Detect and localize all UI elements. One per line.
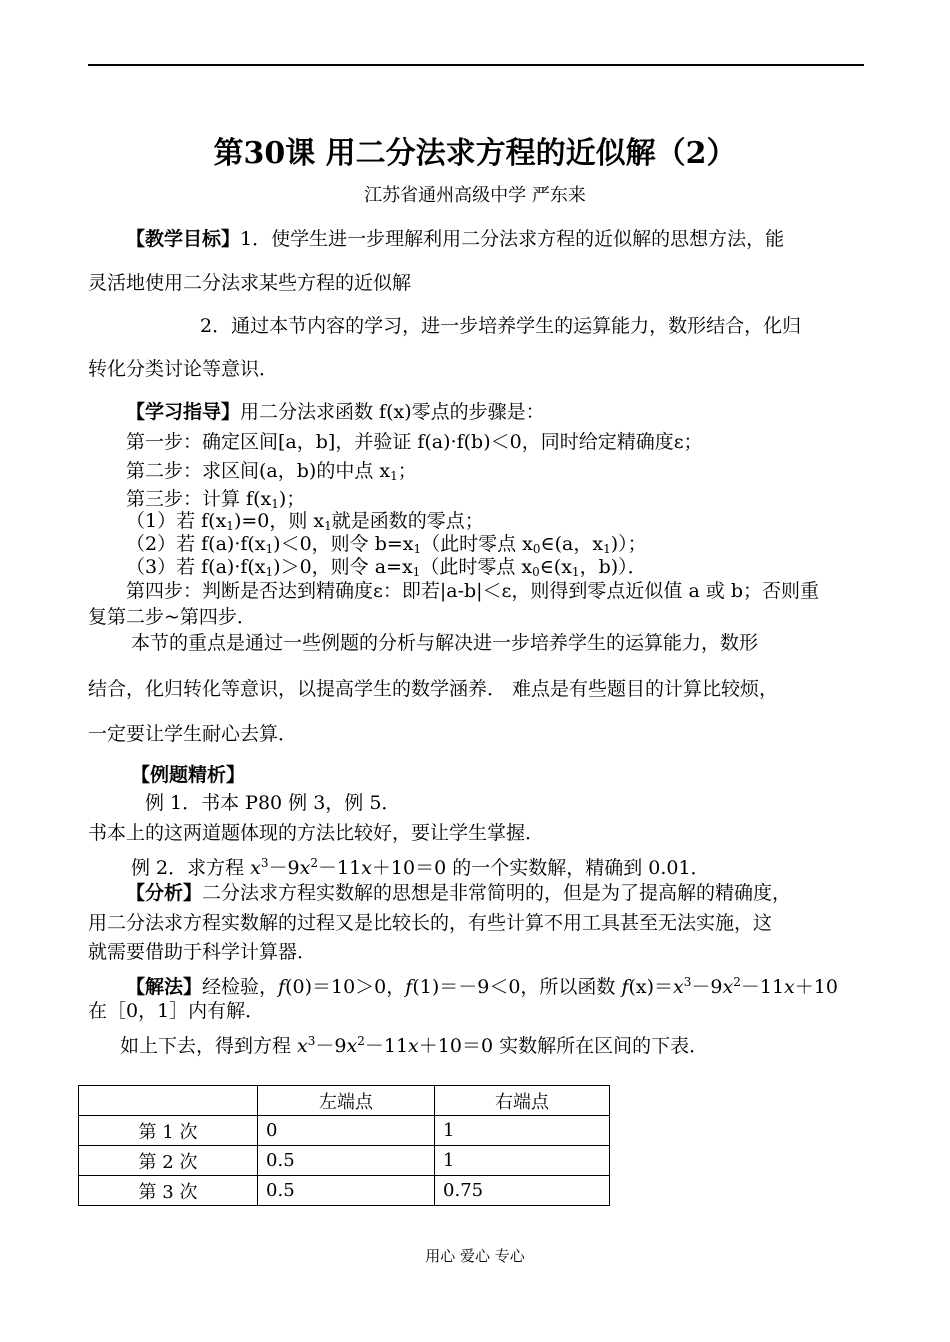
table-cell: 1 [435,1146,610,1176]
guide-case3: （3）若 $f(a)\cdot f(x_1)>0$，则令 $a=x_1$（此时零点 $x_0\in(x_1$，b)）． [126,556,647,579]
table-row [79,1116,610,1146]
table-cell: 0.5 [258,1176,435,1206]
author-line: 江苏省通州高级中学 严东来 [364,185,586,206]
guide-step2: 第二步：求区间(a，b)的中点 $x_1$； [126,460,417,483]
guide-step1: 第一步：确定区间[a，b]，并验证 f(a)·f(b)＜0，同时给定精确度ε； [126,431,703,453]
guide-intro: 【学习指导】用二分法求函数 f(x)零点的步骤是： [126,401,545,423]
table-cell: 0.5 [258,1146,435,1176]
solution-line1: 【解法】经检验，f(0)＝10＞0，f(1)＝－9＜0，所以函数 $f(x)=x^3-9x^2-11x+10$ [126,975,838,998]
table-cell: 1 [435,1116,610,1146]
guide-case2: （2）若 $f(a)\cdot f(x_1)<0$，则令 $b=x_1$（此时零点 $x_0\in(a$，$x_1$)）； [126,533,647,556]
objectives-line1: 【教学目标】1．使学生进一步理解利用二分法求方程的近似解的思想方法，能 [126,228,785,250]
solution-line3: 如上下去，得到方程 $x^3-9x^2-11x+10=0$ 实数解所在区间的下表． [120,1034,709,1057]
guide-step4: 第四步：判断是否达到精确度ε：即若|a-b|＜ε，则得到零点近似值 a 或 b；否则重 [126,580,820,602]
header-rule [88,64,864,66]
example1-note: 书本上的这两道题体现的方法比较好，要让学生掌握． [88,822,545,844]
table-cell: 第 2 次 [79,1146,258,1176]
example1: 例 1．书本 P80 例 3，例 5． [145,792,401,814]
objectives-line3: 2．通过本节内容的学习，进一步培养学生的运算能力，数形结合，化归 [200,315,802,337]
guide-case1: （1）若 $f(x_1)=0$，则 $x_1$就是函数的零点； [126,510,484,533]
objectives-line2: 灵活地使用二分法求某些方程的近似解 [88,272,412,294]
example2: 例 2．求方程 $x^3-9x^2-11x+10=0$ 的一个实数解，精确到 0.01． [131,856,710,879]
page-title: 第30课 用二分法求方程的近似解（2） [213,136,737,171]
focus-line2: 结合，化归转化等意识，以提高学生的数学涵养． 难点是有些题目的计算比较烦， [88,678,779,700]
analysis-label: 【分析】 [126,882,203,904]
guide-label: 【学习指导】 [126,401,241,423]
table-cell: 0 [258,1116,435,1146]
table-header-cell [79,1086,258,1116]
solution-line2: 在［0，1］内有解． [88,1000,265,1022]
table-cell: 第 3 次 [79,1176,258,1206]
focus-line3: 一定要让学生耐心去算． [88,723,298,745]
guide-step4-cont: 复第二步~第四步． [88,606,256,628]
table-row [79,1146,610,1176]
guide-step3: 第三步：计算 $f(x_1)$； [126,488,306,511]
objectives-label: 【教学目标】 [126,228,241,250]
page-footer: 用心 爱心 专心 [425,1247,525,1265]
table-header-row [79,1086,610,1116]
table-row [79,1176,610,1206]
interval-table [78,1085,610,1206]
analysis-line1: 【分析】二分法求方程实数解的思想是非常简明的，但是为了提高解的精确度， [126,882,792,904]
analysis-line2: 用二分法求方程实数解的过程又是比较长的，有些计算不用工具甚至无法实施，这 [88,912,773,934]
examples-label: 【例题精析】 [131,764,246,786]
table-header-cell: 左端点 [258,1086,435,1116]
table-cell: 第 1 次 [79,1116,258,1146]
solution-label: 【解法】 [126,976,203,998]
objectives-line4: 转化分类讨论等意识． [88,358,279,380]
table-cell: 0.75 [435,1176,610,1206]
focus-line1: 本节的重点是通过一些例题的分析与解决进一步培养学生的运算能力，数形 [131,632,759,654]
table-header-cell: 右端点 [435,1086,610,1116]
analysis-line3: 就需要借助于科学计算器． [88,941,317,963]
